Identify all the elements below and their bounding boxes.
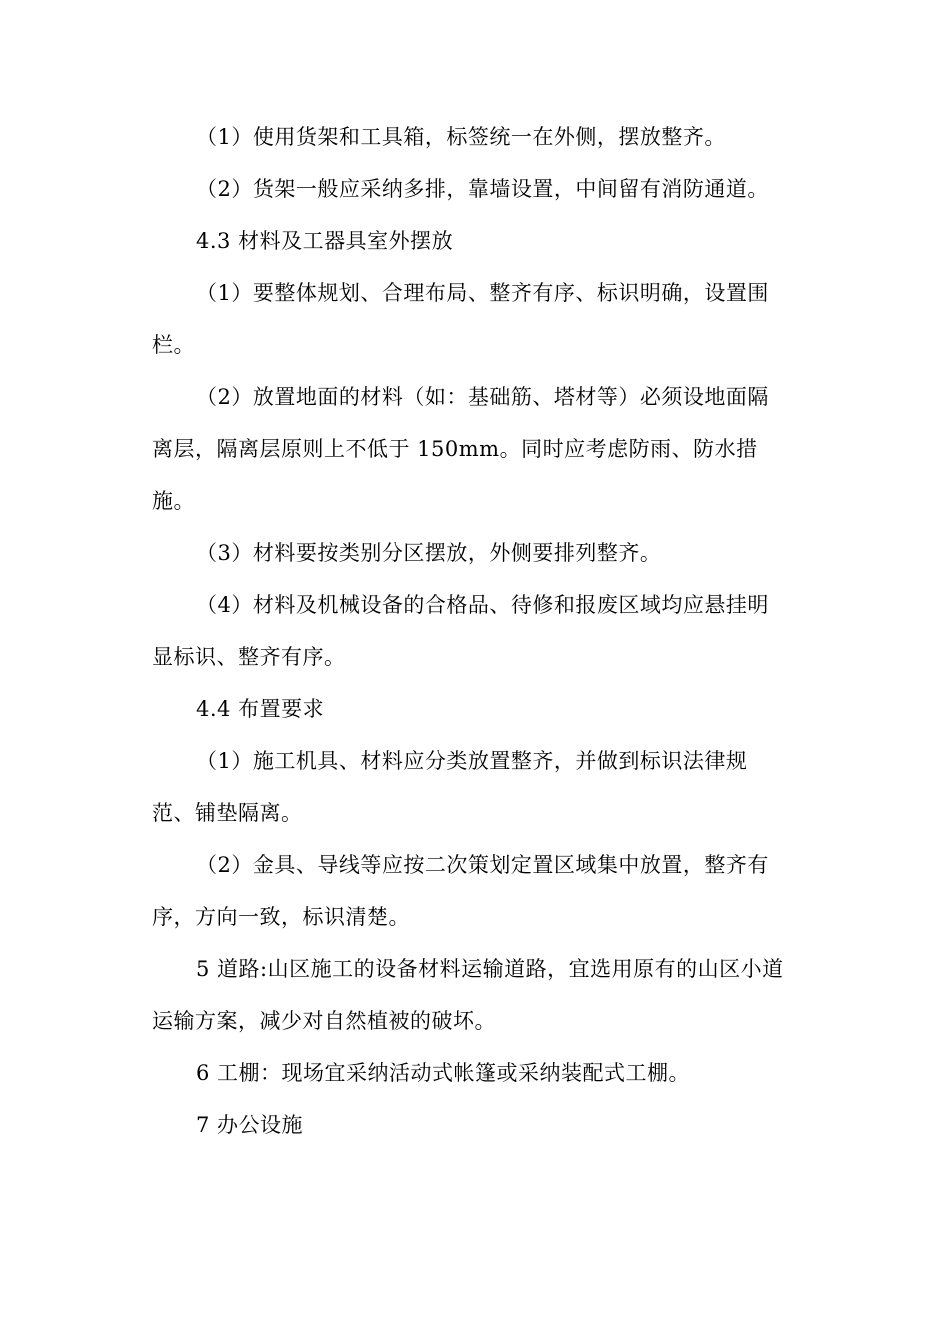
paragraph-line: （2）放置地面的材料（如：基础筋、塔材等）必须设地面隔 <box>196 385 769 409</box>
section-heading: 4.4 布置要求 <box>196 697 325 721</box>
paragraph-line: 序，方向一致，标识清楚。 <box>152 905 410 929</box>
paragraph-line: 离层，隔离层原则上不低于 150mm。同时应考虑防雨、防水措 <box>152 437 758 461</box>
paragraph-line: 运输方案，减少对自然植被的破坏。 <box>152 1009 496 1033</box>
paragraph-line: 显标识、整齐有序。 <box>152 645 346 669</box>
paragraph-line: 栏。 <box>152 333 195 357</box>
paragraph-line: 施。 <box>152 489 195 513</box>
paragraph-line: （4）材料及机械设备的合格品、待修和报废区域均应悬挂明 <box>196 593 769 617</box>
paragraph-line: 范、铺垫隔离。 <box>152 801 303 825</box>
paragraph-line: 6 工棚：现场宜采纳活动式帐篷或采纳装配式工棚。 <box>196 1061 691 1085</box>
paragraph-line: 5 道路:山区施工的设备材料运输道路，宜选用原有的山区小道 <box>196 957 784 981</box>
paragraph-line: （2）金具、导线等应按二次策划定置区域集中放置，整齐有 <box>196 853 769 877</box>
paragraph-line: （1）要整体规划、合理布局、整齐有序、标识明确，设置围 <box>196 281 769 305</box>
section-heading: 7 办公设施 <box>196 1113 304 1137</box>
paragraph-line: （3）材料要按类别分区摆放，外侧要排列整齐。 <box>196 541 662 565</box>
section-heading: 4.3 材料及工器具室外摆放 <box>196 229 454 253</box>
paragraph-line: （1）施工机具、材料应分类放置整齐，并做到标识法律规 <box>196 749 748 773</box>
paragraph-line: （1）使用货架和工具箱，标签统一在外侧，摆放整齐。 <box>196 125 726 149</box>
paragraph-line: （2）货架一般应采纳多排，靠墙设置，中间留有消防通道。 <box>196 177 769 201</box>
